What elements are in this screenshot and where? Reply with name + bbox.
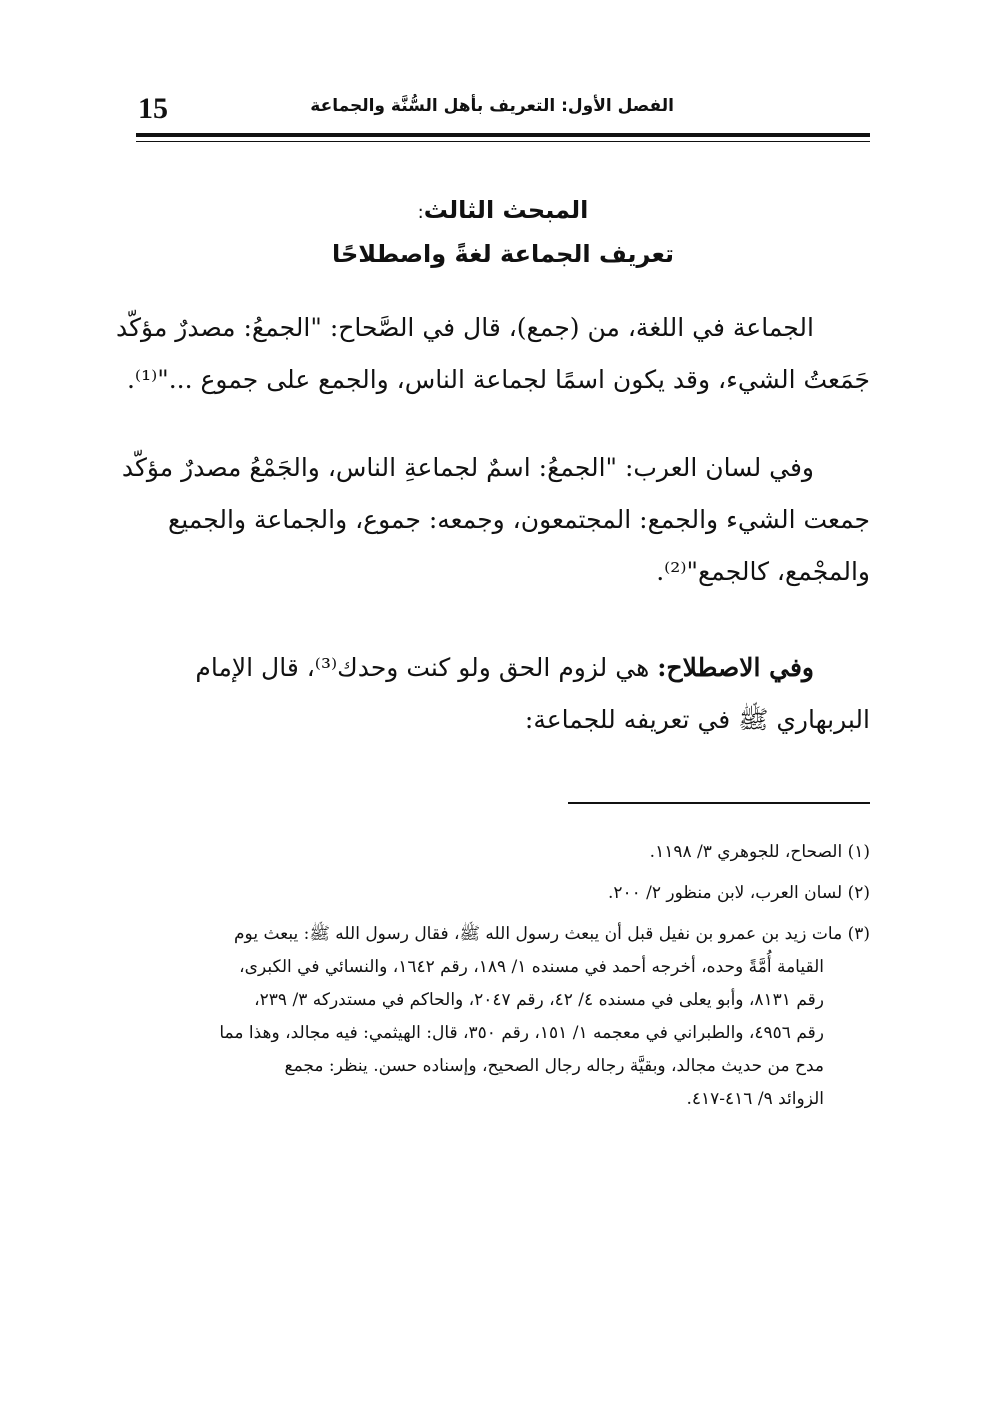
section-label-colon: :: [417, 202, 424, 223]
footnote-3-line: (٣) مات زيد بن عمرو بن نفيل قبل أن يبعث رسول الله ﷺ، فقال رسول الله ﷺ: يبعث يوم: [234, 924, 870, 944]
footnote-3-line: مدح من حديث مجالد، وبقيَّة رجاله رجال الصحيح، وإسناده حسن. ينظر: مجمع: [284, 1056, 824, 1076]
section-title: تعريف الجماعة لغةً واصطلاحًا: [331, 240, 675, 268]
footnote-2: (٢) لسان العرب، لابن منظور ٢/ ٢٠٠.: [607, 883, 870, 903]
section-label-text: المبحث الثالث: [423, 196, 589, 224]
page-number: 15: [138, 92, 168, 125]
paragraph-line-rest: هي لزوم الحق ولو كنت وحدك⁽³⁾، قال الإمام: [195, 653, 658, 682]
footnote-1: (١) الصحاح، للجوهري ٣/ ١١٩٨.: [649, 842, 870, 862]
footnote-separator: [568, 802, 870, 804]
footnotes: [136, 836, 870, 1116]
running-header: الفصل الأول: التعريف بأهل السُّنَّة والجماعة: [310, 96, 674, 116]
term-istilah: وفي الاصطلاح:: [657, 653, 814, 682]
paragraph-line: الجماعة في اللغة، من (جمع)، قال في الصَّحاح: "الجمعُ: مصدرٌ مؤكّد: [116, 313, 814, 342]
paragraph-line: البربهاري ﷺ في تعريفه للجماعة:: [524, 705, 870, 734]
paragraph-1: [116, 302, 870, 406]
footnote-3-line: القيامة أُمَّةً وحده، أخرجه أحمد في مسنده ١/ ١٨٩، رقم ١٦٤٢، والنسائي في الكبرى،: [239, 957, 824, 977]
paragraph-line: والمجْمع، كالجمع"⁽²⁾.: [656, 557, 870, 586]
paragraph-line: [136, 642, 870, 694]
header-rule-thick: [136, 133, 870, 137]
paragraph-line: جمعت الشيء والجمع: المجتمعون، وجمعه: جموع، والجماعة والجميع: [167, 505, 870, 534]
footnote-3-line: الزوائد ٩/ ٤١٦-٤١٧.: [686, 1089, 824, 1109]
footnote-3-line: رقم ٨١٣١، وأبو يعلى في مسنده ٤/ ٤٢، رقم ٢٠٤٧، والحاكم في مستدركه ٣/ ٢٣٩،: [254, 990, 824, 1010]
footnote-3-line: رقم ٤٩٥٦، والطبراني في معجمه ١/ ١٥١، رقم ٣٥٠، قال: الهيثمي: فيه مجالد، وهذا مما: [219, 1023, 824, 1043]
paragraph-2: [121, 442, 870, 598]
paragraph-line: جَمَعتُ الشيء، وقد يكون اسمًا لجماعة الناس، والجمع على جموع ..."⁽¹⁾.: [126, 365, 870, 394]
header-rule-thin: [136, 141, 870, 142]
paragraph-line: وفي لسان العرب: "الجمعُ: اسمٌ لجماعةِ الناس، والجَمْعُ مصدرٌ مؤكّد: [121, 453, 814, 482]
section-label: [136, 196, 870, 224]
paragraph-3: [136, 642, 870, 746]
